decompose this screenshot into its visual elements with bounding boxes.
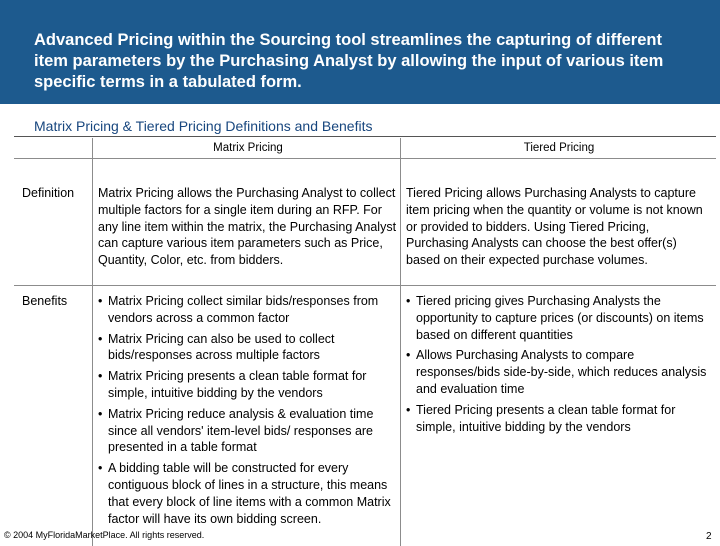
column-divider	[400, 138, 401, 158]
column-divider	[400, 286, 401, 546]
column-header-matrix: Matrix Pricing	[213, 142, 283, 154]
matrix-definition-text: Matrix Pricing allows the Purchasing Analyst to collect multiple factors for a single item during an RFP. For any line item within the matrix, the Purchasing Analyst can capture various item parameters such as Price, Quantity, Color, etc. from bidders.	[98, 186, 397, 268]
list-item	[406, 402, 712, 436]
list-item	[98, 293, 398, 327]
matrix-benefits-list	[98, 293, 398, 527]
matrix-benefits	[98, 293, 398, 531]
bullet-icon: •	[98, 461, 103, 476]
list-item	[406, 293, 712, 343]
bullet-text: Allows Purchasing Analysts to compare responses/bids side-by-side, which reduces analysis and evaluation time	[416, 348, 707, 396]
bullet-icon: •	[98, 331, 103, 346]
list-item	[98, 460, 398, 527]
page-number: 2	[706, 531, 712, 542]
table-header-row	[14, 138, 716, 159]
slide-title: Advanced Pricing within the Sourcing tool streamlines the capturing of different item parameters by the Purchasing Analyst by allowing the input of various item specific terms in a tabulated form.	[34, 31, 664, 91]
row-label-benefits: Benefits	[22, 294, 68, 308]
list-item	[406, 347, 712, 397]
title-banner	[0, 0, 720, 104]
bullet-icon: •	[98, 406, 103, 421]
copyright-footer: © 2004 MyFloridaMarketPlace. All rights reserved.	[4, 530, 205, 540]
subtitle-divider	[14, 136, 716, 137]
bullet-text: Matrix Pricing collect similar bids/responses from vendors across a common factor	[108, 294, 379, 325]
bullet-text: A bidding table will be constructed for every contiguous block of lines in a structure, this means that every block of line items with a common Matrix factor will have its own bidding screen.	[108, 461, 391, 526]
tiered-benefits-list	[406, 293, 712, 435]
bullet-text: Matrix Pricing reduce analysis & evaluation time since all vendors' item-level bids/ responses are presented in a table format	[108, 406, 374, 455]
pricing-comparison-table	[14, 138, 716, 546]
list-item	[98, 406, 398, 456]
slide-subtitle: Matrix Pricing & Tiered Pricing Definitions and Benefits	[34, 118, 373, 134]
bullet-icon: •	[406, 402, 411, 417]
bullet-icon: •	[406, 348, 411, 363]
tiered-benefits	[406, 293, 712, 439]
tiered-definition-text: Tiered Pricing allows Purchasing Analysts to capture item pricing when the quantity or volume is not known or provided to bidders. Using Tiered Pricing, Purchasing Analysts can choose the best offer(s) based on their expected purchase volumes.	[406, 186, 703, 268]
column-header-tiered: Tiered Pricing	[523, 142, 595, 154]
bullet-text: Matrix Pricing can also be used to collect bids/responses across multiple factors	[108, 331, 335, 363]
column-divider	[400, 159, 401, 285]
column-divider	[92, 159, 93, 285]
list-item	[98, 368, 398, 402]
column-divider	[92, 138, 93, 158]
bullet-icon: •	[98, 369, 103, 384]
bullet-text: Tiered pricing gives Purchasing Analysts the opportunity to capture prices (or discounts) on items based on different quantities	[416, 294, 704, 342]
column-divider	[92, 286, 93, 546]
row-label-definition: Definition	[22, 186, 75, 200]
bullet-text: Tiered Pricing presents a clean table format for simple, intuitive bidding by the vendors	[416, 402, 676, 434]
list-item	[98, 331, 398, 365]
table-row-definition	[14, 159, 716, 286]
table-row-benefits	[14, 286, 716, 546]
bullet-text: Matrix Pricing presents a clean table format for simple, intuitive bidding by the vendors	[108, 369, 367, 400]
bullet-icon: •	[406, 294, 411, 308]
bullet-icon: •	[98, 294, 103, 308]
